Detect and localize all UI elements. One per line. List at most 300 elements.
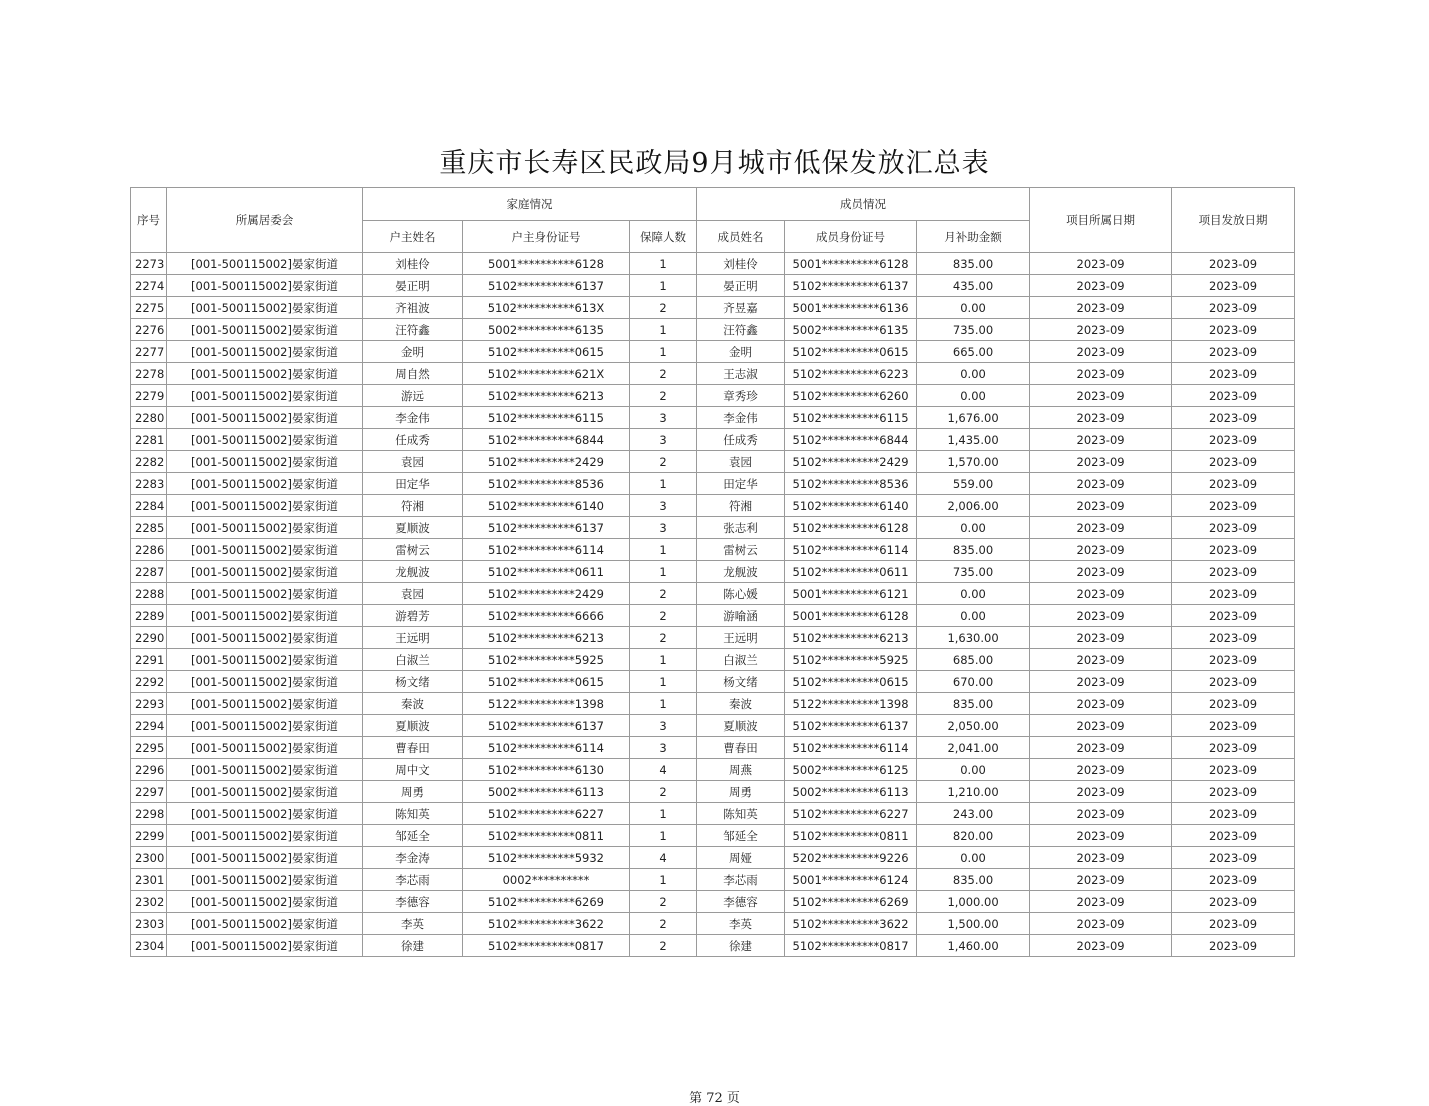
cell-count: 4: [630, 759, 697, 781]
cell-head-name: 齐祖波: [363, 297, 463, 319]
table-row: [131, 693, 1295, 715]
cell-committee: [001-500115002]晏家街道: [167, 429, 363, 451]
cell-head-name: 夏顺波: [363, 715, 463, 737]
cell-committee: [001-500115002]晏家街道: [167, 891, 363, 913]
cell-project-date: 2023-09: [1030, 935, 1172, 957]
cell-head-id: 5102**********0615: [463, 341, 630, 363]
cell-committee: [001-500115002]晏家街道: [167, 341, 363, 363]
cell-committee: [001-500115002]晏家街道: [167, 671, 363, 693]
cell-amount: 1,435.00: [917, 429, 1030, 451]
cell-head-name: 秦波: [363, 693, 463, 715]
cell-head-name: 刘桂伶: [363, 253, 463, 275]
table-row: [131, 715, 1295, 737]
cell-amount: 0.00: [917, 363, 1030, 385]
cell-member-id: 5102**********5925: [785, 649, 917, 671]
cell-head-id: 5102**********6137: [463, 715, 630, 737]
header-head-id: 户主身份证号: [463, 221, 630, 253]
cell-amount: 559.00: [917, 473, 1030, 495]
cell-head-id: 5102**********6115: [463, 407, 630, 429]
cell-head-id: 5102**********5925: [463, 649, 630, 671]
cell-seq: 2289: [131, 605, 167, 627]
cell-committee: [001-500115002]晏家街道: [167, 319, 363, 341]
cell-head-name: 杨文绪: [363, 671, 463, 693]
table-row: [131, 781, 1295, 803]
cell-issue-date: 2023-09: [1172, 759, 1295, 781]
cell-seq: 2293: [131, 693, 167, 715]
cell-head-name: 李金伟: [363, 407, 463, 429]
cell-count: 1: [630, 341, 697, 363]
cell-count: 1: [630, 693, 697, 715]
cell-project-date: 2023-09: [1030, 583, 1172, 605]
cell-issue-date: 2023-09: [1172, 495, 1295, 517]
cell-head-id: 5102**********6114: [463, 737, 630, 759]
table-row: [131, 935, 1295, 957]
cell-seq: 2274: [131, 275, 167, 297]
cell-committee: [001-500115002]晏家街道: [167, 693, 363, 715]
cell-issue-date: 2023-09: [1172, 539, 1295, 561]
cell-head-id: 0002**********: [463, 869, 630, 891]
cell-member-name: 白淑兰: [697, 649, 785, 671]
cell-committee: [001-500115002]晏家街道: [167, 781, 363, 803]
cell-seq: 2290: [131, 627, 167, 649]
header-committee: 所属居委会: [167, 188, 363, 253]
cell-member-name: 齐昱嘉: [697, 297, 785, 319]
cell-amount: 835.00: [917, 253, 1030, 275]
cell-member-name: 汪符鑫: [697, 319, 785, 341]
table-row: [131, 495, 1295, 517]
cell-count: 2: [630, 605, 697, 627]
cell-head-name: 白淑兰: [363, 649, 463, 671]
cell-member-name: 曹春田: [697, 737, 785, 759]
table-row: [131, 275, 1295, 297]
table-row: [131, 737, 1295, 759]
cell-member-name: 秦波: [697, 693, 785, 715]
cell-member-id: 5102**********6137: [785, 275, 917, 297]
cell-project-date: 2023-09: [1030, 605, 1172, 627]
header-family-group: 家庭情况: [363, 188, 697, 221]
cell-project-date: 2023-09: [1030, 297, 1172, 319]
cell-issue-date: 2023-09: [1172, 693, 1295, 715]
cell-project-date: 2023-09: [1030, 759, 1172, 781]
cell-seq: 2302: [131, 891, 167, 913]
cell-committee: [001-500115002]晏家街道: [167, 561, 363, 583]
cell-issue-date: 2023-09: [1172, 825, 1295, 847]
cell-seq: 2278: [131, 363, 167, 385]
cell-project-date: 2023-09: [1030, 913, 1172, 935]
cell-member-name: 雷树云: [697, 539, 785, 561]
cell-seq: 2287: [131, 561, 167, 583]
table-row: [131, 363, 1295, 385]
cell-project-date: 2023-09: [1030, 429, 1172, 451]
cell-seq: 2291: [131, 649, 167, 671]
cell-seq: 2295: [131, 737, 167, 759]
cell-member-name: 金明: [697, 341, 785, 363]
cell-count: 3: [630, 737, 697, 759]
cell-seq: 2279: [131, 385, 167, 407]
cell-member-id: 5102**********6223: [785, 363, 917, 385]
cell-committee: [001-500115002]晏家街道: [167, 737, 363, 759]
cell-member-id: 5102**********6115: [785, 407, 917, 429]
cell-issue-date: 2023-09: [1172, 605, 1295, 627]
cell-member-id: 5001**********6121: [785, 583, 917, 605]
cell-issue-date: 2023-09: [1172, 407, 1295, 429]
cell-head-name: 李英: [363, 913, 463, 935]
cell-committee: [001-500115002]晏家街道: [167, 297, 363, 319]
table-header: [131, 188, 1295, 253]
cell-head-id: 5102**********2429: [463, 583, 630, 605]
table-row: [131, 517, 1295, 539]
cell-count: 3: [630, 407, 697, 429]
cell-member-id: 5102**********0817: [785, 935, 917, 957]
cell-project-date: 2023-09: [1030, 627, 1172, 649]
cell-member-id: 5102**********6114: [785, 737, 917, 759]
cell-seq: 2275: [131, 297, 167, 319]
cell-member-id: 5002**********6135: [785, 319, 917, 341]
cell-committee: [001-500115002]晏家街道: [167, 825, 363, 847]
cell-seq: 2283: [131, 473, 167, 495]
cell-committee: [001-500115002]晏家街道: [167, 759, 363, 781]
cell-amount: 0.00: [917, 297, 1030, 319]
cell-project-date: 2023-09: [1030, 363, 1172, 385]
cell-project-date: 2023-09: [1030, 473, 1172, 495]
cell-seq: 2285: [131, 517, 167, 539]
cell-seq: 2282: [131, 451, 167, 473]
cell-amount: 1,676.00: [917, 407, 1030, 429]
cell-committee: [001-500115002]晏家街道: [167, 715, 363, 737]
cell-committee: [001-500115002]晏家街道: [167, 869, 363, 891]
cell-count: 3: [630, 517, 697, 539]
cell-head-name: 任成秀: [363, 429, 463, 451]
page-number: 第 72 页: [689, 1091, 740, 1106]
table-row: [131, 583, 1295, 605]
cell-project-date: 2023-09: [1030, 451, 1172, 473]
cell-issue-date: 2023-09: [1172, 561, 1295, 583]
cell-project-date: 2023-09: [1030, 847, 1172, 869]
cell-seq: 2298: [131, 803, 167, 825]
cell-committee: [001-500115002]晏家街道: [167, 627, 363, 649]
cell-issue-date: 2023-09: [1172, 869, 1295, 891]
cell-project-date: 2023-09: [1030, 517, 1172, 539]
cell-committee: [001-500115002]晏家街道: [167, 649, 363, 671]
cell-project-date: 2023-09: [1030, 561, 1172, 583]
cell-committee: [001-500115002]晏家街道: [167, 385, 363, 407]
cell-issue-date: 2023-09: [1172, 385, 1295, 407]
cell-head-name: 游碧芳: [363, 605, 463, 627]
cell-count: 1: [630, 649, 697, 671]
table-row: [131, 605, 1295, 627]
cell-head-id: 5102**********0615: [463, 671, 630, 693]
cell-amount: 670.00: [917, 671, 1030, 693]
cell-head-id: 5102**********6137: [463, 517, 630, 539]
cell-count: 3: [630, 495, 697, 517]
cell-committee: [001-500115002]晏家街道: [167, 495, 363, 517]
cell-seq: 2277: [131, 341, 167, 363]
cell-member-name: 晏正明: [697, 275, 785, 297]
cell-project-date: 2023-09: [1030, 319, 1172, 341]
cell-member-name: 游喻涵: [697, 605, 785, 627]
cell-committee: [001-500115002]晏家街道: [167, 253, 363, 275]
cell-member-name: 田定华: [697, 473, 785, 495]
table-row: [131, 319, 1295, 341]
cell-count: 1: [630, 803, 697, 825]
cell-project-date: 2023-09: [1030, 869, 1172, 891]
cell-head-name: 晏正明: [363, 275, 463, 297]
cell-amount: 835.00: [917, 693, 1030, 715]
cell-member-name: 袁园: [697, 451, 785, 473]
cell-issue-date: 2023-09: [1172, 297, 1295, 319]
cell-member-id: 5001**********6128: [785, 253, 917, 275]
cell-member-name: 陈知英: [697, 803, 785, 825]
table-row: [131, 671, 1295, 693]
cell-member-id: 5102**********8536: [785, 473, 917, 495]
cell-count: 2: [630, 451, 697, 473]
cell-committee: [001-500115002]晏家街道: [167, 473, 363, 495]
cell-issue-date: 2023-09: [1172, 319, 1295, 341]
cell-amount: 243.00: [917, 803, 1030, 825]
table-row: [131, 429, 1295, 451]
cell-member-id: 5102**********6213: [785, 627, 917, 649]
cell-member-name: 符湘: [697, 495, 785, 517]
cell-project-date: 2023-09: [1030, 253, 1172, 275]
cell-count: 1: [630, 275, 697, 297]
cell-issue-date: 2023-09: [1172, 451, 1295, 473]
cell-count: 3: [630, 715, 697, 737]
cell-seq: 2296: [131, 759, 167, 781]
cell-amount: 1,500.00: [917, 913, 1030, 935]
cell-member-id: 5122**********1398: [785, 693, 917, 715]
cell-project-date: 2023-09: [1030, 803, 1172, 825]
cell-head-name: 周勇: [363, 781, 463, 803]
cell-member-name: 刘桂伶: [697, 253, 785, 275]
table-body: [131, 253, 1295, 957]
cell-member-name: 王远明: [697, 627, 785, 649]
cell-head-name: 袁园: [363, 583, 463, 605]
table-row: [131, 561, 1295, 583]
cell-count: 1: [630, 539, 697, 561]
cell-amount: 835.00: [917, 869, 1030, 891]
cell-head-name: 雷树云: [363, 539, 463, 561]
page-title: 重庆市长寿区民政局9月城市低保发放汇总表: [439, 148, 990, 179]
table-row: [131, 407, 1295, 429]
table-row: [131, 473, 1295, 495]
cell-head-name: 邹延全: [363, 825, 463, 847]
cell-member-id: 5102**********6128: [785, 517, 917, 539]
cell-count: 1: [630, 671, 697, 693]
cell-member-name: 夏顺波: [697, 715, 785, 737]
cell-project-date: 2023-09: [1030, 385, 1172, 407]
cell-amount: 2,041.00: [917, 737, 1030, 759]
cell-count: 1: [630, 253, 697, 275]
cell-seq: 2273: [131, 253, 167, 275]
cell-head-id: 5102**********0811: [463, 825, 630, 847]
header-amount: 月补助金额: [917, 221, 1030, 253]
cell-member-id: 5202**********9226: [785, 847, 917, 869]
cell-amount: 665.00: [917, 341, 1030, 363]
cell-issue-date: 2023-09: [1172, 649, 1295, 671]
cell-project-date: 2023-09: [1030, 539, 1172, 561]
cell-seq: 2286: [131, 539, 167, 561]
cell-seq: 2303: [131, 913, 167, 935]
table-row: [131, 759, 1295, 781]
cell-count: 1: [630, 869, 697, 891]
cell-member-id: 5102**********2429: [785, 451, 917, 473]
cell-seq: 2294: [131, 715, 167, 737]
cell-head-id: 5102**********6137: [463, 275, 630, 297]
cell-member-name: 任成秀: [697, 429, 785, 451]
cell-member-name: 徐建: [697, 935, 785, 957]
cell-member-name: 李芯雨: [697, 869, 785, 891]
cell-committee: [001-500115002]晏家街道: [167, 583, 363, 605]
cell-amount: 835.00: [917, 539, 1030, 561]
cell-issue-date: 2023-09: [1172, 715, 1295, 737]
table-row: [131, 627, 1295, 649]
cell-head-name: 曹春田: [363, 737, 463, 759]
cell-member-id: 5102**********6140: [785, 495, 917, 517]
table-row: [131, 649, 1295, 671]
cell-head-name: 田定华: [363, 473, 463, 495]
cell-member-name: 周勇: [697, 781, 785, 803]
cell-issue-date: 2023-09: [1172, 473, 1295, 495]
cell-amount: 0.00: [917, 605, 1030, 627]
cell-seq: 2292: [131, 671, 167, 693]
table-row: [131, 869, 1295, 891]
cell-count: 2: [630, 297, 697, 319]
cell-issue-date: 2023-09: [1172, 847, 1295, 869]
cell-head-name: 周自然: [363, 363, 463, 385]
header-member-name: 成员姓名: [697, 221, 785, 253]
cell-head-id: 5102**********613X: [463, 297, 630, 319]
cell-member-name: 周娅: [697, 847, 785, 869]
cell-member-name: 李德容: [697, 891, 785, 913]
cell-issue-date: 2023-09: [1172, 781, 1295, 803]
cell-project-date: 2023-09: [1030, 495, 1172, 517]
table-row: [131, 847, 1295, 869]
cell-member-name: 周燕: [697, 759, 785, 781]
cell-member-id: 5102**********0611: [785, 561, 917, 583]
cell-amount: 1,210.00: [917, 781, 1030, 803]
cell-amount: 1,000.00: [917, 891, 1030, 913]
header-project-date: 项目所属日期: [1030, 188, 1172, 253]
cell-committee: [001-500115002]晏家街道: [167, 539, 363, 561]
cell-count: 1: [630, 561, 697, 583]
cell-head-id: 5102**********2429: [463, 451, 630, 473]
cell-issue-date: 2023-09: [1172, 913, 1295, 935]
cell-issue-date: 2023-09: [1172, 517, 1295, 539]
cell-member-name: 章秀珍: [697, 385, 785, 407]
table-row: [131, 297, 1295, 319]
cell-head-name: 夏顺波: [363, 517, 463, 539]
cell-committee: [001-500115002]晏家街道: [167, 363, 363, 385]
cell-issue-date: 2023-09: [1172, 583, 1295, 605]
cell-head-id: 5102**********6227: [463, 803, 630, 825]
cell-issue-date: 2023-09: [1172, 275, 1295, 297]
cell-head-id: 5102**********8536: [463, 473, 630, 495]
cell-member-id: 5102**********3622: [785, 913, 917, 935]
cell-project-date: 2023-09: [1030, 891, 1172, 913]
cell-amount: 735.00: [917, 319, 1030, 341]
cell-committee: [001-500115002]晏家街道: [167, 605, 363, 627]
cell-member-id: 5002**********6125: [785, 759, 917, 781]
cell-committee: [001-500115002]晏家街道: [167, 913, 363, 935]
cell-issue-date: 2023-09: [1172, 803, 1295, 825]
cell-count: 1: [630, 473, 697, 495]
cell-head-id: 5102**********3622: [463, 913, 630, 935]
cell-committee: [001-500115002]晏家街道: [167, 935, 363, 957]
cell-issue-date: 2023-09: [1172, 429, 1295, 451]
cell-seq: 2280: [131, 407, 167, 429]
cell-seq: 2281: [131, 429, 167, 451]
cell-head-id: 5002**********6113: [463, 781, 630, 803]
cell-project-date: 2023-09: [1030, 715, 1172, 737]
cell-committee: [001-500115002]晏家街道: [167, 407, 363, 429]
cell-amount: 1,460.00: [917, 935, 1030, 957]
cell-amount: 0.00: [917, 385, 1030, 407]
cell-head-id: 5102**********6844: [463, 429, 630, 451]
cell-committee: [001-500115002]晏家街道: [167, 847, 363, 869]
cell-member-name: 邹延全: [697, 825, 785, 847]
cell-member-id: 5002**********6113: [785, 781, 917, 803]
cell-amount: 1,570.00: [917, 451, 1030, 473]
cell-count: 2: [630, 363, 697, 385]
cell-issue-date: 2023-09: [1172, 253, 1295, 275]
cell-seq: 2299: [131, 825, 167, 847]
cell-head-name: 游远: [363, 385, 463, 407]
header-member-group: 成员情况: [697, 188, 1030, 221]
cell-amount: 0.00: [917, 847, 1030, 869]
cell-head-name: 陈知英: [363, 803, 463, 825]
cell-head-name: 李德容: [363, 891, 463, 913]
table-row: [131, 539, 1295, 561]
cell-head-id: 5102**********6140: [463, 495, 630, 517]
cell-member-name: 杨文绪: [697, 671, 785, 693]
cell-head-id: 5102**********6666: [463, 605, 630, 627]
cell-committee: [001-500115002]晏家街道: [167, 803, 363, 825]
cell-seq: 2297: [131, 781, 167, 803]
cell-head-id: 5102**********0817: [463, 935, 630, 957]
cell-count: 2: [630, 935, 697, 957]
cell-head-id: 5102**********6213: [463, 627, 630, 649]
cell-member-name: 李金伟: [697, 407, 785, 429]
cell-head-name: 金明: [363, 341, 463, 363]
cell-count: 1: [630, 319, 697, 341]
table-row: [131, 253, 1295, 275]
cell-head-id: 5102**********6114: [463, 539, 630, 561]
cell-head-name: 李金涛: [363, 847, 463, 869]
cell-head-name: 袁园: [363, 451, 463, 473]
cell-member-id: 5001**********6124: [785, 869, 917, 891]
table-row: [131, 891, 1295, 913]
cell-project-date: 2023-09: [1030, 693, 1172, 715]
cell-head-name: 王远明: [363, 627, 463, 649]
cell-seq: 2301: [131, 869, 167, 891]
cell-member-name: 李英: [697, 913, 785, 935]
cell-seq: 2304: [131, 935, 167, 957]
cell-project-date: 2023-09: [1030, 275, 1172, 297]
cell-member-id: 5102**********6844: [785, 429, 917, 451]
cell-head-id: 5102**********5932: [463, 847, 630, 869]
cell-head-name: 徐建: [363, 935, 463, 957]
cell-amount: 435.00: [917, 275, 1030, 297]
table-row: [131, 825, 1295, 847]
cell-head-id: 5102**********6269: [463, 891, 630, 913]
cell-head-name: 龙舰波: [363, 561, 463, 583]
header-issue-date: 项目发放日期: [1172, 188, 1295, 253]
cell-project-date: 2023-09: [1030, 649, 1172, 671]
cell-head-id: 5102**********0611: [463, 561, 630, 583]
table-row: [131, 341, 1295, 363]
cell-count: 2: [630, 385, 697, 407]
cell-member-id: 5001**********6128: [785, 605, 917, 627]
